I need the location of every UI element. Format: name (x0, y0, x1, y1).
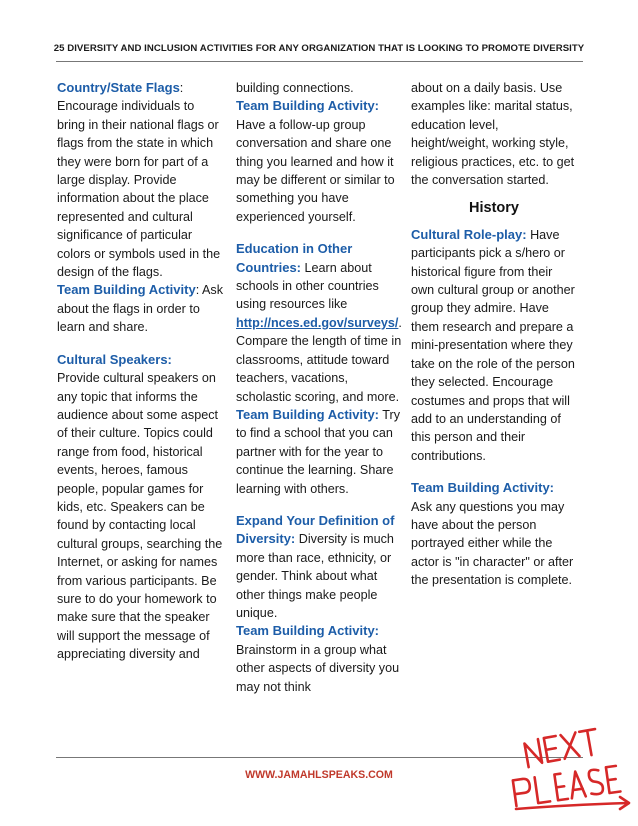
roleplay-body: Have participants pick a s/hero or historical figure from their own cultural group or another group they admire. Have them research and prepare a mini-presentation where they take on the role of the person they selected. Encourage costumes and props that will add to an understanding of this person and their contributions. (411, 227, 575, 463)
next-please-lettering (513, 729, 629, 809)
expand-team-building (236, 622, 402, 696)
expand-heading: Expand Your Definition of Diversity: (236, 512, 395, 547)
speakers-section (57, 351, 223, 664)
education-body-post: . Compare the length of time in classrooms, attitude toward teachers, vacations, scholastic scoring, and more. (236, 315, 402, 404)
footer-divider (56, 757, 583, 758)
education-tb-heading: Team Building Activity: (236, 406, 380, 422)
header-divider (56, 61, 583, 62)
speakers-body: Provide cultural speakers on any topic that informs the audience about some aspect of their culture. Topics could range from food, historical events, heroes, famous people, popular games for kids, etc. Speakers can be found by contacting local cultural groups, searching the Internet, or asking for names from various participants. Be sure to do your homework to make sure that the speaker will support the message of appreciating diversity and (57, 371, 223, 662)
flags-tb-heading: Team Building Activity (57, 282, 196, 298)
flags-team-building (57, 281, 223, 336)
expand-continued: about on a daily basis. Use examples like: marital status, education level, height/weight, working style, religious practices, etc. to get the conversation started. (411, 81, 575, 188)
flags-tb-body: Ask about the flags in order to learn and share. (57, 283, 223, 335)
expand-body: Diversity is much more than race, ethnicity, or gender. Think about what other things make people unique. (236, 532, 394, 620)
roleplay-tb-body: Ask any questions you may have about the person portrayed either while the actor is "in character" or after the presentation is complete. (411, 499, 574, 588)
flags-section (57, 79, 223, 281)
page-header: 25 DIVERSITY AND INCLUSION ACTIVITIES FOR ANY ORGANIZATION THAT IS LOOKING TO PROMOTE DIVERSITY (53, 43, 585, 54)
expand-tb-body: Brainstorm in a group what other aspects of diversity you may not think (236, 642, 400, 694)
flags-tb-colon: : (195, 283, 200, 298)
roleplay-heading: Cultural Role-play: (411, 226, 527, 242)
roleplay-section (411, 226, 577, 465)
history-section-title: History (469, 200, 519, 217)
flags-body: Encourage individuals to bring in their national flags or flags from the state in which they were born for part of a large display. Provide information about the place represented and cultural significance of particular colors or symbols used in the design of the flags. (57, 99, 221, 280)
expand-section (236, 512, 402, 622)
column-1 (57, 79, 223, 664)
speakers-tb-body: Have a follow-up group conversation and share one thing you learned and how it may be different or similar to something you have experienced yourself. (236, 117, 395, 224)
education-tb-body: Try to find a school that you can partner with for the year to continue the learning. Share learning with others. (236, 407, 401, 496)
speakers-team-building (236, 97, 402, 226)
speakers-heading: Cultural Speakers: (57, 351, 172, 367)
flags-heading-colon: : (179, 81, 184, 95)
column-3 (411, 79, 577, 590)
roleplay-tb-heading: Team Building Activity: (411, 480, 555, 496)
education-team-building (236, 406, 402, 498)
education-section (236, 240, 402, 406)
flags-heading: Country/State Flags (57, 80, 180, 95)
education-body-pre: Learn about schools in other countries using resources like (236, 260, 379, 312)
speakers-continued: building connections. (236, 81, 354, 95)
speakers-tb-heading: Team Building Activity: (236, 98, 380, 114)
education-heading: Education in Other Countries: (236, 241, 353, 275)
roleplay-team-building (411, 479, 577, 589)
nces-link[interactable]: http://nces.ed.gov/surveys/ (236, 315, 399, 330)
website-link[interactable]: WWW.JAMAHLSPEAKS.COM (245, 769, 393, 781)
next-please-stamp[interactable] (506, 725, 636, 825)
expand-tb-heading: Team Building Activity: (236, 623, 380, 639)
column-2 (236, 79, 402, 696)
